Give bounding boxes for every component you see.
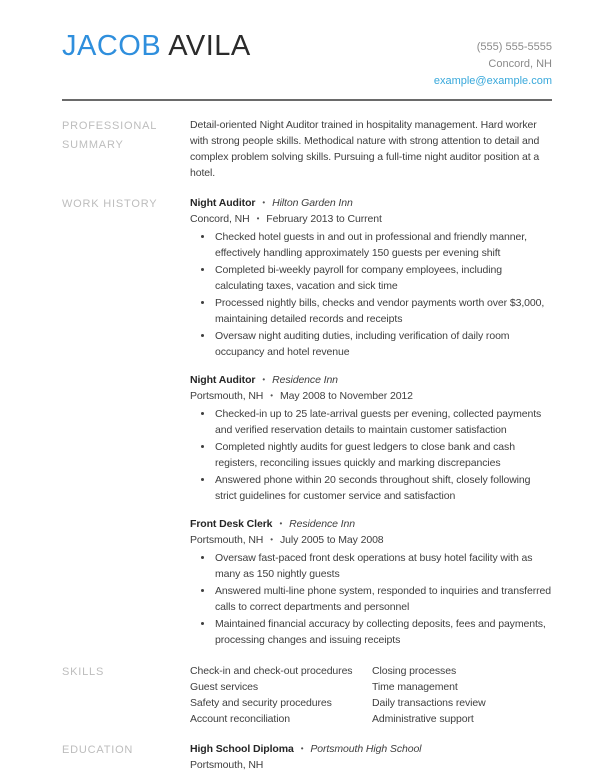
job-dates: February 2013 to Current xyxy=(266,213,382,225)
contact-location: Concord, NH xyxy=(488,58,552,70)
job-dates: July 2005 to May 2008 xyxy=(280,534,384,546)
job-bullet: • Answered phone within 20 seconds throughout shift, closely following strict guidelines for customer service and satisfaction xyxy=(214,472,552,504)
job-bullet: • Answered multi-line phone system, responded to inquiries and transferred calls to correct departments and personnel xyxy=(214,583,552,615)
contact-info xyxy=(434,39,552,90)
job-location: Portsmouth, NH xyxy=(190,390,264,402)
skills-column-2 xyxy=(372,663,486,727)
job-company: Residence Inn xyxy=(289,518,355,530)
skill-item: Daily transactions review xyxy=(372,697,486,709)
section-label-skills: SKILLS xyxy=(62,666,105,678)
skills-column-1 xyxy=(190,663,372,727)
first-name: JACOB xyxy=(62,30,162,62)
job-bullet: • Completed bi-weekly payroll for company employees, including calculating taxes, vacation and sick time xyxy=(214,262,552,294)
job-title-line xyxy=(190,195,552,211)
last-name: AVILA xyxy=(168,30,251,62)
job-title-line xyxy=(190,372,552,388)
job-bullet: • Completed nightly audits for guest ledgers to close bank and cash registers, reconciling issues quickly and marking discrepancies xyxy=(214,439,552,471)
job-dates: May 2008 to November 2012 xyxy=(280,390,413,402)
contact-email-link[interactable]: example@example.com xyxy=(433,75,552,87)
job-company: Hilton Garden Inn xyxy=(272,197,353,209)
header-divider xyxy=(62,99,552,101)
section-skills xyxy=(62,663,552,727)
skill-item: Administrative support xyxy=(372,713,474,725)
job-bullets xyxy=(190,406,552,504)
skill-item: Closing processes xyxy=(372,665,457,677)
job-bullet: • Checked hotel guests in and out in professional and friendly manner, effectively handling approximately 150 guests per evening shift xyxy=(214,229,552,261)
section-label-education: EDUCATION xyxy=(62,744,134,756)
summary-text: Detail-oriented Night Auditor trained in hospitality management. Hard worker with strong people skills. Methodical nature with strong attention to detail and complex problem solving skills. Pursuing a full-time night auditor position at a hotel. xyxy=(190,119,540,179)
skill-item: Safety and security procedures xyxy=(190,697,332,709)
separator-dot: • xyxy=(279,519,283,528)
job-meta-line xyxy=(190,388,552,404)
contact-phone: (555) 555-5555 xyxy=(476,41,552,53)
resume-header xyxy=(62,30,552,90)
section-work-history xyxy=(62,195,552,649)
job-entry xyxy=(190,195,552,360)
skill-item: Account reconciliation xyxy=(190,713,290,725)
job-location: Portsmouth, NH xyxy=(190,534,264,546)
job-title: Front Desk Clerk xyxy=(190,518,273,530)
education-school: Portsmouth High School xyxy=(310,743,422,755)
job-entry xyxy=(190,372,552,504)
job-title: Night Auditor xyxy=(190,197,256,209)
section-education xyxy=(62,741,552,773)
section-label-work-history: WORK HISTORY xyxy=(62,198,158,210)
person-name xyxy=(62,30,251,63)
section-label-professional-summary xyxy=(62,117,190,181)
job-company: Residence Inn xyxy=(272,374,338,386)
separator-dot: • xyxy=(270,535,273,544)
separator-dot: • xyxy=(270,391,273,400)
separator-dot: • xyxy=(300,744,304,753)
skill-item: Time management xyxy=(372,681,458,693)
label-line: SUMMARY xyxy=(62,139,124,151)
job-meta-line xyxy=(190,211,552,227)
job-bullets xyxy=(190,229,552,360)
skill-item: Check-in and check-out procedures xyxy=(190,665,353,677)
education-degree: High School Diploma xyxy=(190,743,294,755)
section-professional-summary xyxy=(62,117,552,181)
job-entry xyxy=(190,516,552,648)
job-bullet: • Oversaw night auditing duties, including verification of daily room occupancy and hotel revenue xyxy=(214,328,552,360)
job-bullet: • Oversaw fast-paced front desk operations at busy hotel facility with as many as 150 nightly guests xyxy=(214,550,552,582)
job-title-line xyxy=(190,516,552,532)
separator-dot: • xyxy=(262,375,266,384)
skills-grid xyxy=(190,663,552,727)
skill-item: Guest services xyxy=(190,681,259,693)
job-meta-line xyxy=(190,532,552,548)
education-location: Portsmouth, NH xyxy=(190,759,264,771)
job-bullet: • Processed nightly bills, checks and vendor payments worth over $3,000, maintaining detailed records and receipts xyxy=(214,295,552,327)
education-title-line xyxy=(190,741,552,757)
separator-dot: • xyxy=(256,214,260,223)
job-title: Night Auditor xyxy=(190,374,256,386)
job-bullets xyxy=(190,550,552,648)
separator-dot: • xyxy=(262,198,266,207)
label-line: PROFESSIONAL xyxy=(62,120,158,132)
job-bullet: • Checked-in up to 25 late-arrival guests per evening, collected payments and verified reservation details to maintain customer satisfaction xyxy=(214,406,552,438)
job-bullet: • Maintained financial accuracy by collecting deposits, fees and payments, processing changes and issuing receipts xyxy=(214,616,552,648)
job-location: Concord, NH xyxy=(190,213,250,225)
